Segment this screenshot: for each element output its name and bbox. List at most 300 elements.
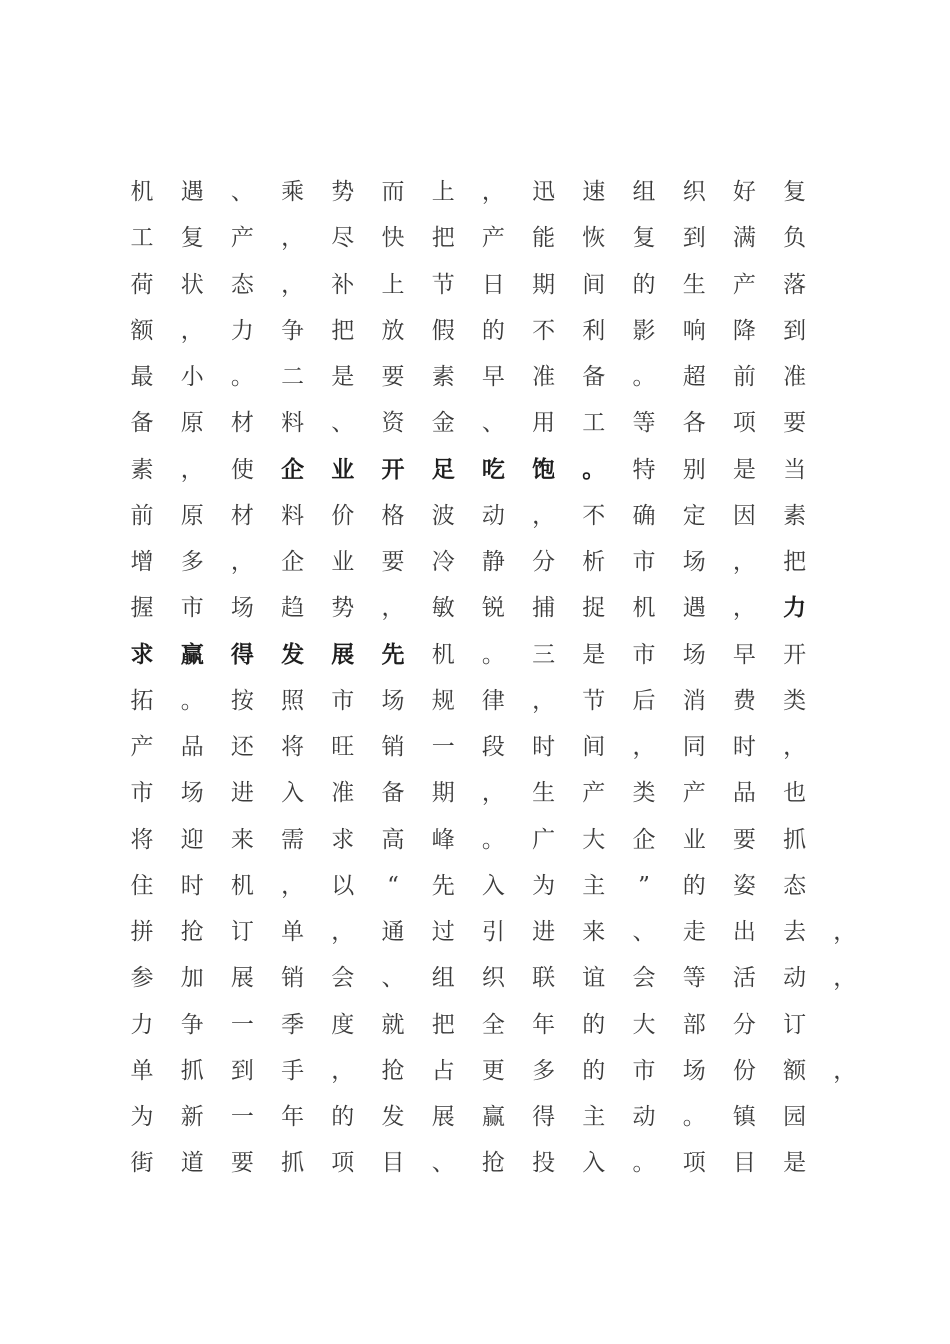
text-char: 为 <box>532 872 556 899</box>
text-char: 复 <box>783 179 807 205</box>
text-char: 、 <box>230 179 254 205</box>
text-char: 度 <box>331 1011 355 1038</box>
text-char: 迅 <box>532 179 556 205</box>
text-char: 将 <box>281 734 305 760</box>
text-char: 状 <box>180 271 204 298</box>
text-char: 、 <box>381 965 405 992</box>
text-char: 准 <box>331 780 355 807</box>
text-char: 组 <box>632 179 656 205</box>
text-line <box>112 727 892 767</box>
text-char: 新 <box>180 1104 204 1130</box>
text-char: 特 <box>632 456 656 483</box>
text-char: 足 <box>431 455 455 483</box>
text-char: 抢 <box>180 919 204 945</box>
text-char: 落 <box>783 271 807 298</box>
text-char: 部 <box>682 1011 706 1038</box>
text-char: 三 <box>532 641 556 668</box>
text-char: 工 <box>582 410 606 437</box>
text-char: 目 <box>732 1150 756 1177</box>
text-char: 项 <box>732 410 756 437</box>
text-char: 当 <box>783 456 807 483</box>
text-char: 利 <box>582 317 606 344</box>
text-char: 力 <box>230 317 254 344</box>
text-char: 不 <box>582 502 606 529</box>
text-char: 定 <box>682 502 706 529</box>
text-char: 确 <box>632 502 656 529</box>
text-char: 联 <box>532 965 556 992</box>
text-char: “ <box>387 872 399 899</box>
text-char: 静 <box>481 549 505 575</box>
text-char: 市 <box>632 1057 656 1084</box>
text-char: 来 <box>582 919 606 945</box>
text-line <box>112 866 892 906</box>
text-char: 将 <box>130 826 154 853</box>
text-char: 展 <box>230 965 254 992</box>
text-char: 的 <box>481 317 505 344</box>
text-char: ， <box>381 595 405 622</box>
text-char: 乘 <box>281 179 305 205</box>
text-char: 业 <box>331 549 355 575</box>
text-char: 等 <box>632 410 656 437</box>
text-char: 赢 <box>180 640 204 668</box>
text-char: 到 <box>230 1057 254 1084</box>
text-char: 波 <box>431 502 455 529</box>
text-char: 类 <box>783 687 807 714</box>
text-char: 额 <box>130 317 154 344</box>
text-char: 得 <box>230 640 254 668</box>
text-char: 料 <box>281 502 305 529</box>
text-char: ， <box>732 549 756 575</box>
text-char: 、 <box>632 919 656 945</box>
text-char: 不 <box>532 317 556 344</box>
text-char: 补 <box>331 271 355 298</box>
text-char: 产 <box>682 780 706 807</box>
text-char: 多 <box>532 1057 556 1084</box>
text-char: 还 <box>230 734 254 760</box>
text-char: ， <box>230 549 254 575</box>
text-char: 高 <box>381 826 405 853</box>
text-char: 遇 <box>682 595 706 622</box>
text-char: 园 <box>783 1104 807 1130</box>
text-char: 场 <box>682 1057 706 1084</box>
text-char: 过 <box>431 919 455 945</box>
text-char: 场 <box>230 595 254 622</box>
text-char: ， <box>281 872 305 899</box>
text-char: 捉 <box>582 595 606 622</box>
text-char: 增 <box>130 549 154 575</box>
text-char: 用 <box>532 410 556 437</box>
text-char: 机 <box>431 641 455 668</box>
text-char: ， <box>331 1057 355 1084</box>
text-char: 而 <box>381 179 405 205</box>
text-char: 饱 <box>532 455 556 483</box>
text-char: 机 <box>632 595 656 622</box>
text-char: 多 <box>180 549 204 575</box>
text-char: 主 <box>582 872 606 899</box>
text-char: 规 <box>431 687 455 714</box>
text-char: ， <box>532 502 556 529</box>
text-char: 拓 <box>130 687 154 714</box>
text-char: 赢 <box>481 1104 505 1130</box>
text-char: 时 <box>732 734 756 760</box>
text-char: 先 <box>431 872 455 899</box>
text-char: 间 <box>582 734 606 760</box>
text-char: 。 <box>632 364 656 390</box>
text-char: 速 <box>582 179 606 205</box>
text-char: ， <box>833 1057 857 1084</box>
text-char: 。 <box>632 1150 656 1177</box>
text-char: 出 <box>732 919 756 945</box>
text-char: 机 <box>130 179 154 205</box>
text-char: 。 <box>230 364 254 390</box>
text-char: ， <box>180 317 204 344</box>
text-char: 产 <box>481 225 505 252</box>
text-char: 势 <box>331 179 355 205</box>
text-char: ， <box>180 456 204 483</box>
text-char: 抢 <box>381 1057 405 1084</box>
text-char: 主 <box>582 1104 606 1130</box>
text-char: 时 <box>180 872 204 899</box>
text-char: ， <box>481 780 505 807</box>
text-char: 前 <box>732 364 756 390</box>
text-char: 锐 <box>481 595 505 622</box>
text-char: 遇 <box>180 179 204 205</box>
text-char: 份 <box>732 1057 756 1084</box>
text-char: 到 <box>783 317 807 344</box>
text-char: ， <box>281 225 305 252</box>
text-char: 项 <box>682 1150 706 1177</box>
text-char: 费 <box>732 687 756 714</box>
text-char: 动 <box>783 965 807 992</box>
text-line <box>112 1051 892 1091</box>
text-char: 放 <box>381 317 405 344</box>
text-char: 去 <box>783 919 807 945</box>
text-char: 把 <box>783 549 807 575</box>
text-char: 产 <box>230 225 254 252</box>
text-char: ” <box>638 872 650 899</box>
text-char: 超 <box>682 364 706 390</box>
text-char: 求 <box>331 826 355 853</box>
text-char: ， <box>281 271 305 298</box>
text-char: 开 <box>381 455 405 483</box>
text-char: 的 <box>632 271 656 298</box>
text-char: 早 <box>732 641 756 668</box>
text-line <box>112 588 892 628</box>
text-char: 产 <box>582 780 606 807</box>
text-char: 态 <box>783 872 807 899</box>
text-char: 把 <box>431 1011 455 1038</box>
text-char: 入 <box>582 1150 606 1177</box>
text-char: 组 <box>431 965 455 992</box>
text-char: 抢 <box>481 1150 505 1177</box>
text-char: 原 <box>180 410 204 437</box>
text-line <box>112 1143 892 1183</box>
text-char: 进 <box>532 919 556 945</box>
text-char: 街 <box>130 1150 154 1177</box>
text-char: 道 <box>180 1150 204 1177</box>
text-char: 二 <box>281 364 305 390</box>
text-char: 全 <box>481 1011 505 1038</box>
text-char: 业 <box>331 455 355 483</box>
text-char: 占 <box>431 1057 455 1084</box>
text-char: 场 <box>682 641 706 668</box>
text-char: 分 <box>732 1011 756 1038</box>
text-char: 同 <box>682 734 706 760</box>
text-char: 的 <box>682 872 706 899</box>
text-char: 尽 <box>331 225 355 252</box>
text-char: 订 <box>783 1011 807 1038</box>
text-char: 展 <box>331 640 355 668</box>
text-char: 工 <box>130 225 154 252</box>
text-char: 材 <box>230 410 254 437</box>
text-char: 力 <box>130 1011 154 1038</box>
text-line <box>112 820 892 860</box>
text-line <box>112 681 892 721</box>
text-char: 、 <box>431 1150 455 1177</box>
text-line <box>112 773 892 813</box>
text-char: 要 <box>381 549 405 575</box>
text-char: 。 <box>180 687 204 714</box>
text-line <box>112 1097 892 1137</box>
text-char: 是 <box>783 1150 807 1177</box>
text-char: 备 <box>582 364 606 390</box>
text-char: 握 <box>130 595 154 622</box>
text-char: 求 <box>130 640 154 668</box>
text-char: 场 <box>381 687 405 714</box>
text-char: 荷 <box>130 271 154 298</box>
text-char: 好 <box>732 179 756 205</box>
text-char: 订 <box>230 919 254 945</box>
text-char: 能 <box>532 225 556 252</box>
text-char: 负 <box>783 225 807 252</box>
text-char: 准 <box>532 364 556 390</box>
text-char: 间 <box>582 271 606 298</box>
text-char: 期 <box>431 780 455 807</box>
text-char: ， <box>732 595 756 622</box>
text-char: 住 <box>130 872 154 899</box>
text-char: 销 <box>381 734 405 760</box>
text-char: 为 <box>130 1104 154 1130</box>
text-line <box>112 265 892 305</box>
text-line <box>112 311 892 351</box>
text-char: 单 <box>281 919 305 945</box>
text-char: 使 <box>230 456 254 483</box>
text-char: 素 <box>431 364 455 390</box>
text-char: 入 <box>481 872 505 899</box>
text-line <box>112 218 892 258</box>
text-char: 备 <box>130 410 154 437</box>
text-char: 镇 <box>732 1104 756 1130</box>
text-char: 市 <box>180 595 204 622</box>
text-char: 拼 <box>130 919 154 945</box>
text-char: 前 <box>130 502 154 529</box>
text-char: 态 <box>230 271 254 298</box>
text-char: 一 <box>431 734 455 760</box>
text-char: 谊 <box>582 965 606 992</box>
text-char: 市 <box>331 687 355 714</box>
text-char: 发 <box>381 1104 405 1130</box>
text-char: 原 <box>180 502 204 529</box>
text-char: 析 <box>582 549 606 575</box>
text-char: 产 <box>732 271 756 298</box>
text-line <box>112 542 892 582</box>
text-char: 时 <box>532 734 556 760</box>
text-char: 需 <box>281 826 305 853</box>
text-line <box>112 172 892 212</box>
text-char: ， <box>783 734 807 760</box>
text-char: 响 <box>682 317 706 344</box>
text-char: 节 <box>582 687 606 714</box>
text-char: 销 <box>281 965 305 992</box>
text-char: 展 <box>431 1104 455 1130</box>
text-char: 格 <box>381 502 405 529</box>
text-char: 复 <box>632 225 656 252</box>
text-char: 市 <box>632 641 656 668</box>
text-char: 的 <box>331 1104 355 1130</box>
text-char: 到 <box>682 225 706 252</box>
text-char: 上 <box>431 179 455 205</box>
text-char: 敏 <box>431 595 455 622</box>
text-char: 项 <box>331 1150 355 1177</box>
text-char: 品 <box>180 734 204 760</box>
text-char: 是 <box>582 641 606 668</box>
text-char: 入 <box>281 780 305 807</box>
text-char: 别 <box>682 456 706 483</box>
text-char: 企 <box>281 455 305 483</box>
text-char: 手 <box>281 1057 305 1084</box>
text-char: 要 <box>732 826 756 853</box>
text-line <box>112 450 892 490</box>
text-char: 。 <box>481 641 505 668</box>
text-char: 的 <box>582 1011 606 1038</box>
text-char: 品 <box>732 780 756 807</box>
text-char: 分 <box>532 549 556 575</box>
text-line <box>112 496 892 536</box>
text-char: 抓 <box>281 1150 305 1177</box>
text-char: 准 <box>783 364 807 390</box>
text-char: 迎 <box>180 826 204 853</box>
text-char: 也 <box>783 780 807 807</box>
text-char: 早 <box>481 364 505 390</box>
text-char: 资 <box>381 410 405 437</box>
text-char: 要 <box>381 364 405 390</box>
text-char: 一 <box>230 1104 254 1130</box>
text-char: 价 <box>331 502 355 529</box>
text-char: 按 <box>230 687 254 714</box>
text-char: 市 <box>130 780 154 807</box>
text-char: 织 <box>682 179 706 205</box>
text-char: 段 <box>481 734 505 760</box>
text-char: 引 <box>481 919 505 945</box>
text-char: 素 <box>783 502 807 529</box>
text-char: 旺 <box>331 734 355 760</box>
text-char: 来 <box>230 826 254 853</box>
text-char: 动 <box>481 502 505 529</box>
text-char: 日 <box>481 271 505 298</box>
text-char: 恢 <box>582 225 606 252</box>
text-char: 生 <box>682 271 706 298</box>
text-char: ， <box>632 734 656 760</box>
text-char: 力 <box>783 594 807 622</box>
text-char: ， <box>532 687 556 714</box>
text-char: 律 <box>481 687 505 714</box>
text-char: 参 <box>130 965 154 992</box>
text-char: 要 <box>783 410 807 437</box>
text-char: 加 <box>180 965 204 992</box>
text-char: 是 <box>331 364 355 390</box>
text-char: 最 <box>130 364 154 390</box>
text-char: ， <box>833 919 857 945</box>
text-char: 抓 <box>180 1057 204 1084</box>
text-char: 类 <box>632 780 656 807</box>
text-char: 因 <box>732 502 756 529</box>
text-line <box>112 403 892 443</box>
text-char: 满 <box>732 225 756 252</box>
text-line <box>112 357 892 397</box>
text-char: 照 <box>281 687 305 714</box>
text-char: 假 <box>431 317 455 344</box>
text-char: 。 <box>582 455 606 483</box>
text-char: 机 <box>230 872 254 899</box>
text-char: 场 <box>180 780 204 807</box>
text-char: 走 <box>682 919 706 945</box>
text-char: 通 <box>381 919 405 945</box>
text-char: 素 <box>130 456 154 483</box>
text-char: ， <box>833 965 857 992</box>
text-char: 目 <box>381 1150 405 1177</box>
text-char: 上 <box>381 271 405 298</box>
text-char: 势 <box>331 595 355 622</box>
text-char: 把 <box>431 225 455 252</box>
text-char: 企 <box>632 826 656 853</box>
text-char: 产 <box>130 734 154 760</box>
text-char: 消 <box>682 687 706 714</box>
text-char: 投 <box>532 1150 556 1177</box>
text-char: 生 <box>532 780 556 807</box>
text-char: 广 <box>532 826 556 853</box>
text-char: 活 <box>732 965 756 992</box>
text-char: 的 <box>582 1057 606 1084</box>
text-char: 趋 <box>281 595 305 622</box>
text-char: 进 <box>230 780 254 807</box>
text-line <box>112 912 892 952</box>
text-char: 业 <box>682 826 706 853</box>
text-char: 场 <box>682 549 706 575</box>
text-char: 后 <box>632 687 656 714</box>
text-char: 额 <box>783 1057 807 1084</box>
text-char: 快 <box>381 225 405 252</box>
text-char: 织 <box>481 965 505 992</box>
text-char: 市 <box>632 549 656 575</box>
text-char: 抓 <box>783 826 807 853</box>
text-char: 争 <box>180 1011 204 1038</box>
text-char: 开 <box>783 641 807 668</box>
text-char: 冷 <box>431 549 455 575</box>
text-char: 节 <box>431 271 455 298</box>
text-char: 。 <box>481 826 505 853</box>
text-char: 是 <box>732 456 756 483</box>
text-char: 捕 <box>532 595 556 622</box>
text-char: 以 <box>331 872 355 899</box>
text-char: 大 <box>582 826 606 853</box>
text-char: 影 <box>632 317 656 344</box>
text-char: 发 <box>281 640 305 668</box>
text-char: 得 <box>532 1104 556 1130</box>
text-line <box>112 958 892 998</box>
text-char: 会 <box>632 965 656 992</box>
text-char: 降 <box>732 317 756 344</box>
text-char: 备 <box>381 780 405 807</box>
